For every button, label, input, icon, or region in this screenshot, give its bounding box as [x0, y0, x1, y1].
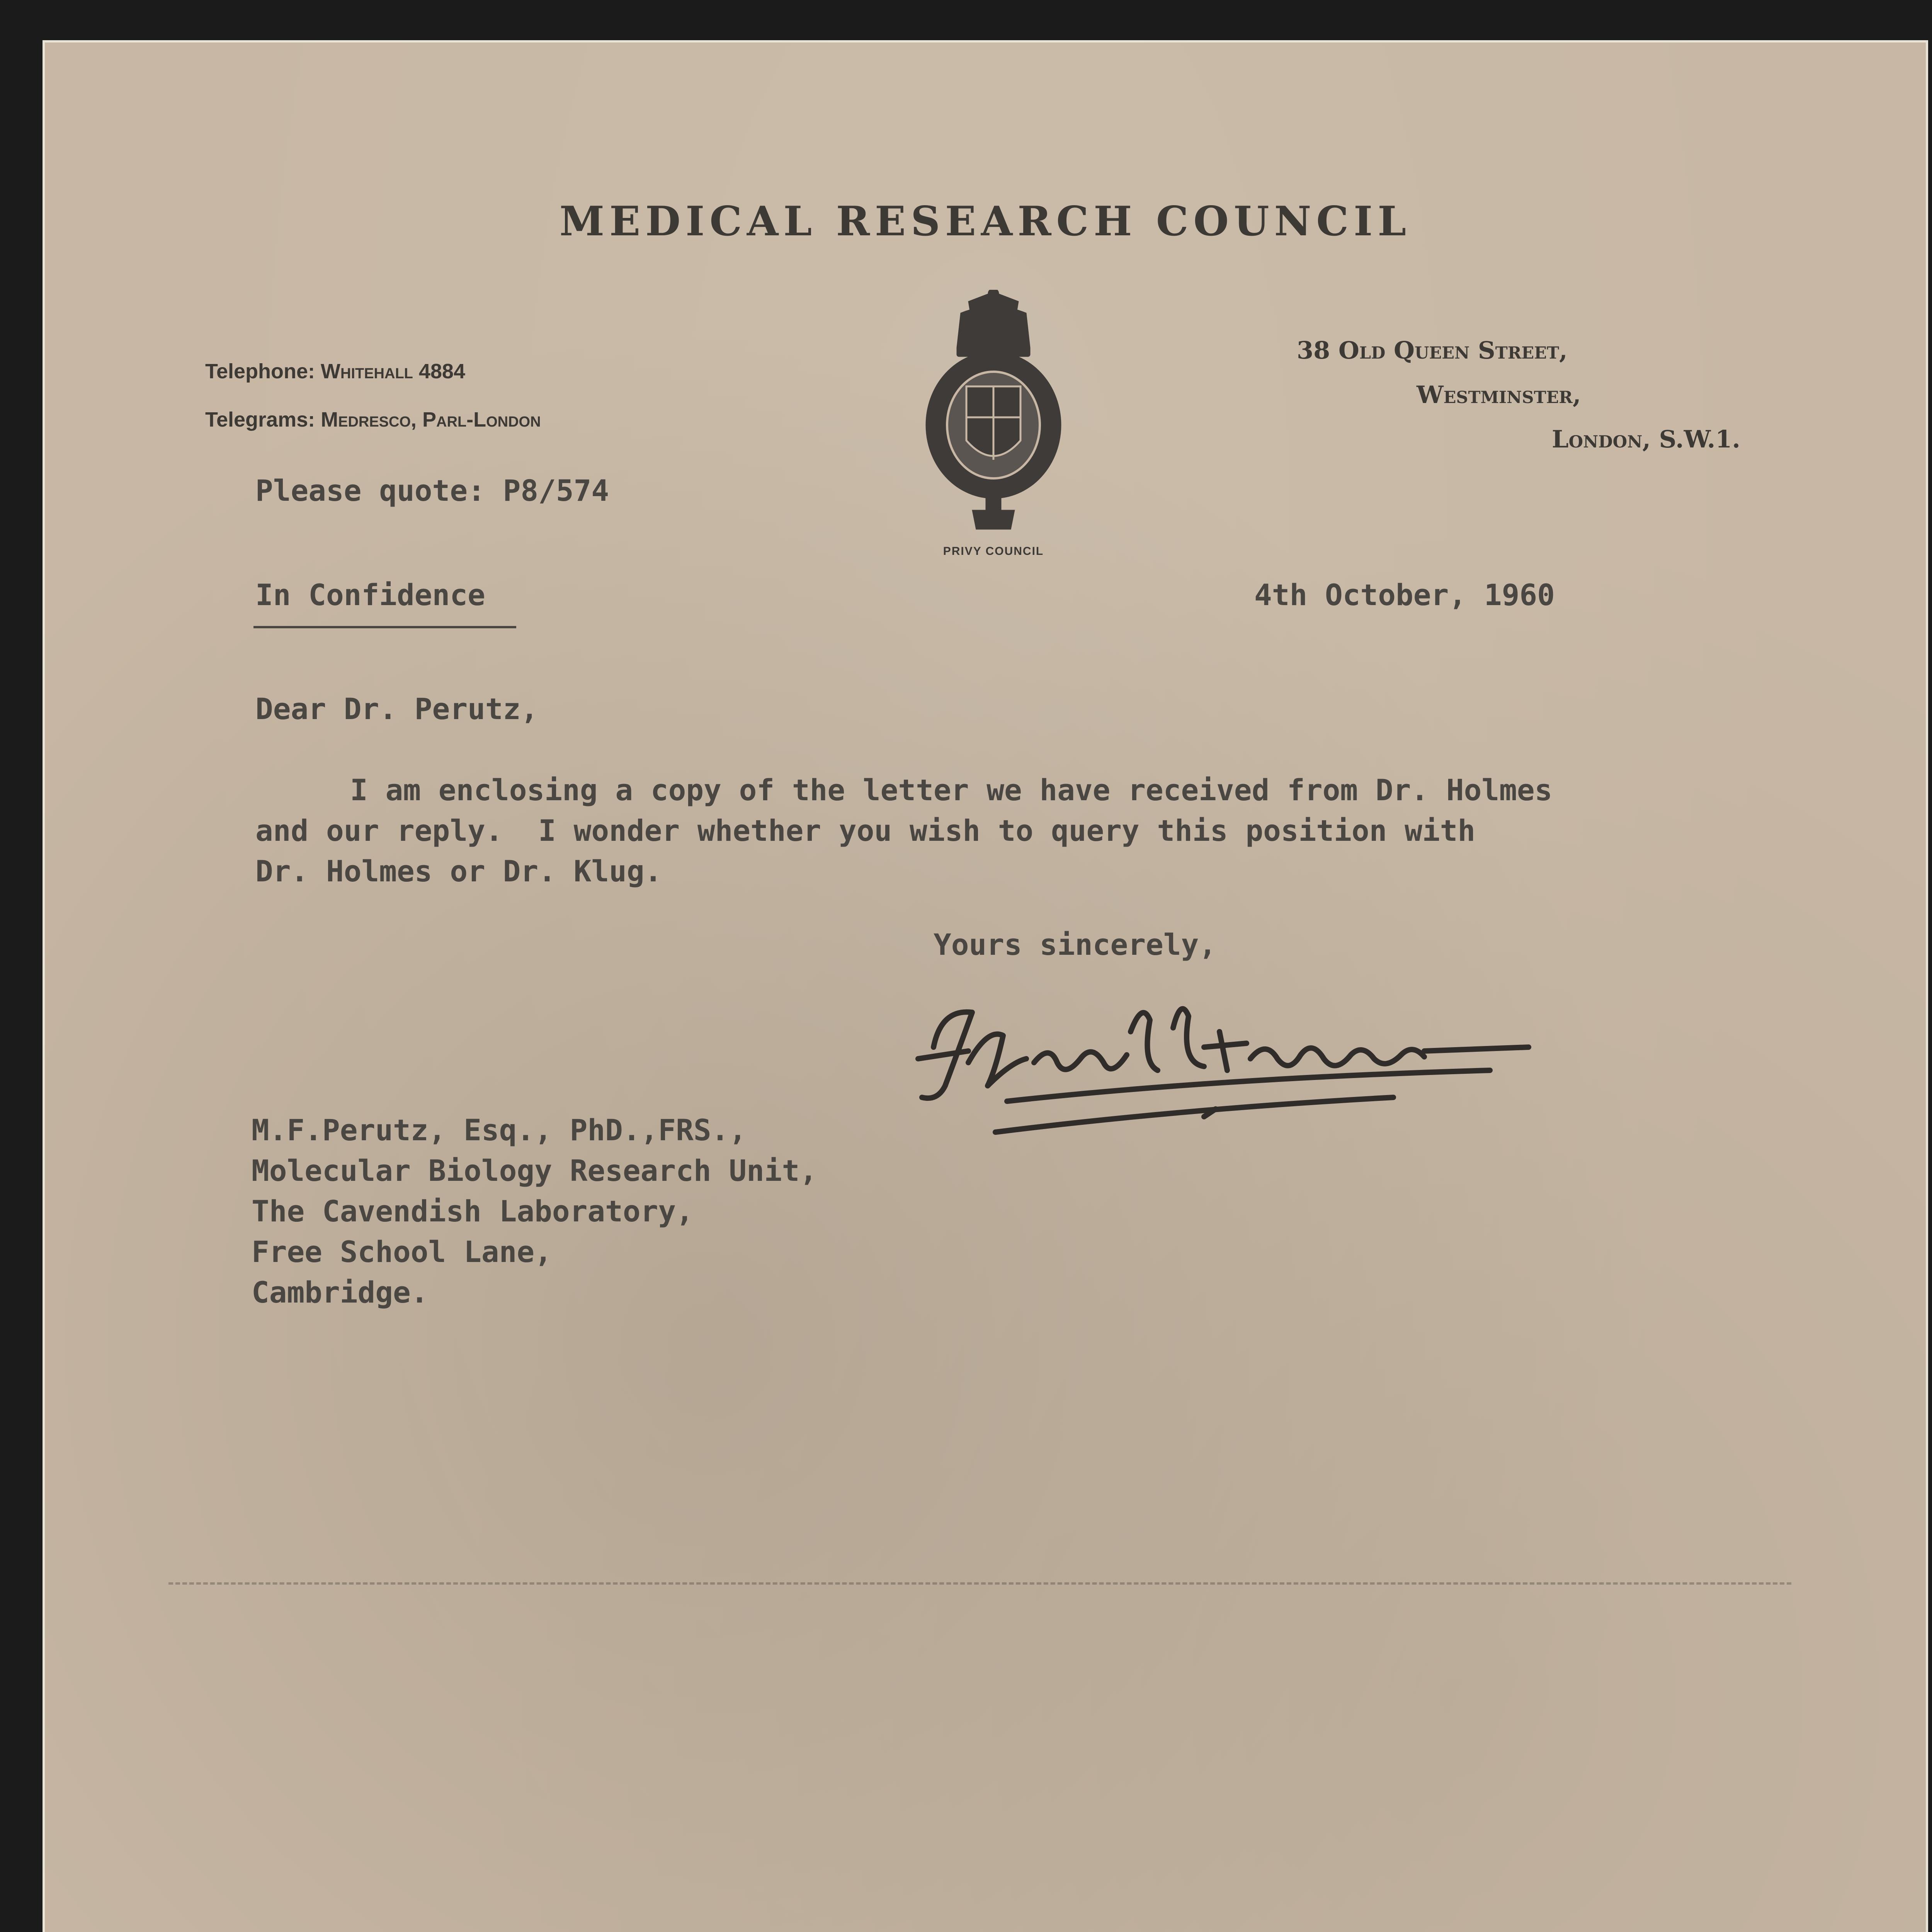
- letterhead-title: MEDICAL RESEARCH COUNCIL: [559, 197, 1412, 245]
- reference-line: Please quote: P8/574: [255, 473, 609, 508]
- recipient-line-3: The Cavendish Laboratory,: [252, 1194, 694, 1228]
- body-line-3: Dr. Holmes or Dr. Klug.: [255, 854, 662, 888]
- paper-fold-line: [168, 1582, 1791, 1585]
- recipient-line-1: M.F.Perutz, Esq., PhD.,FRS.,: [252, 1113, 747, 1147]
- salutation: Dear Dr. Perutz,: [255, 692, 539, 726]
- telephone-label: Telephone:: [205, 360, 315, 383]
- confidential-marker: In Confidence: [255, 578, 485, 612]
- telegrams-value: Medresco, Parl-London: [321, 408, 541, 431]
- letter-date: 4th October, 1960: [1254, 578, 1555, 612]
- address-line-3: London, S.W.1.: [1552, 425, 1741, 453]
- telegrams-line: [205, 408, 541, 432]
- closing: Yours sincerely,: [934, 927, 1217, 962]
- recipient-line-5: Cambridge.: [252, 1275, 429, 1310]
- telephone-line: [205, 359, 465, 383]
- body-line-1: I am enclosing a copy of the letter we have received from Dr. Holmes: [350, 773, 1553, 807]
- letter-sheet: [43, 40, 1928, 1932]
- address-line-2: Westminster,: [1417, 381, 1581, 409]
- recipient-line-4: Free School Lane,: [252, 1235, 552, 1269]
- address-line-1: 38 Old Queen Street,: [1297, 336, 1568, 364]
- telephone-value: Whitehall 4884: [321, 360, 465, 383]
- handwritten-signature: [910, 985, 1645, 1148]
- royal-crest-icon: [914, 290, 1073, 537]
- recipient-line-2: Molecular Biology Research Unit,: [252, 1153, 818, 1188]
- telegrams-label: Telegrams:: [205, 408, 315, 431]
- body-line-2: and our reply. I wonder whether you wish to query this position with: [255, 813, 1476, 848]
- confidential-underline: [253, 626, 516, 628]
- crest-caption: PRIVY COUNCIL: [943, 545, 1044, 558]
